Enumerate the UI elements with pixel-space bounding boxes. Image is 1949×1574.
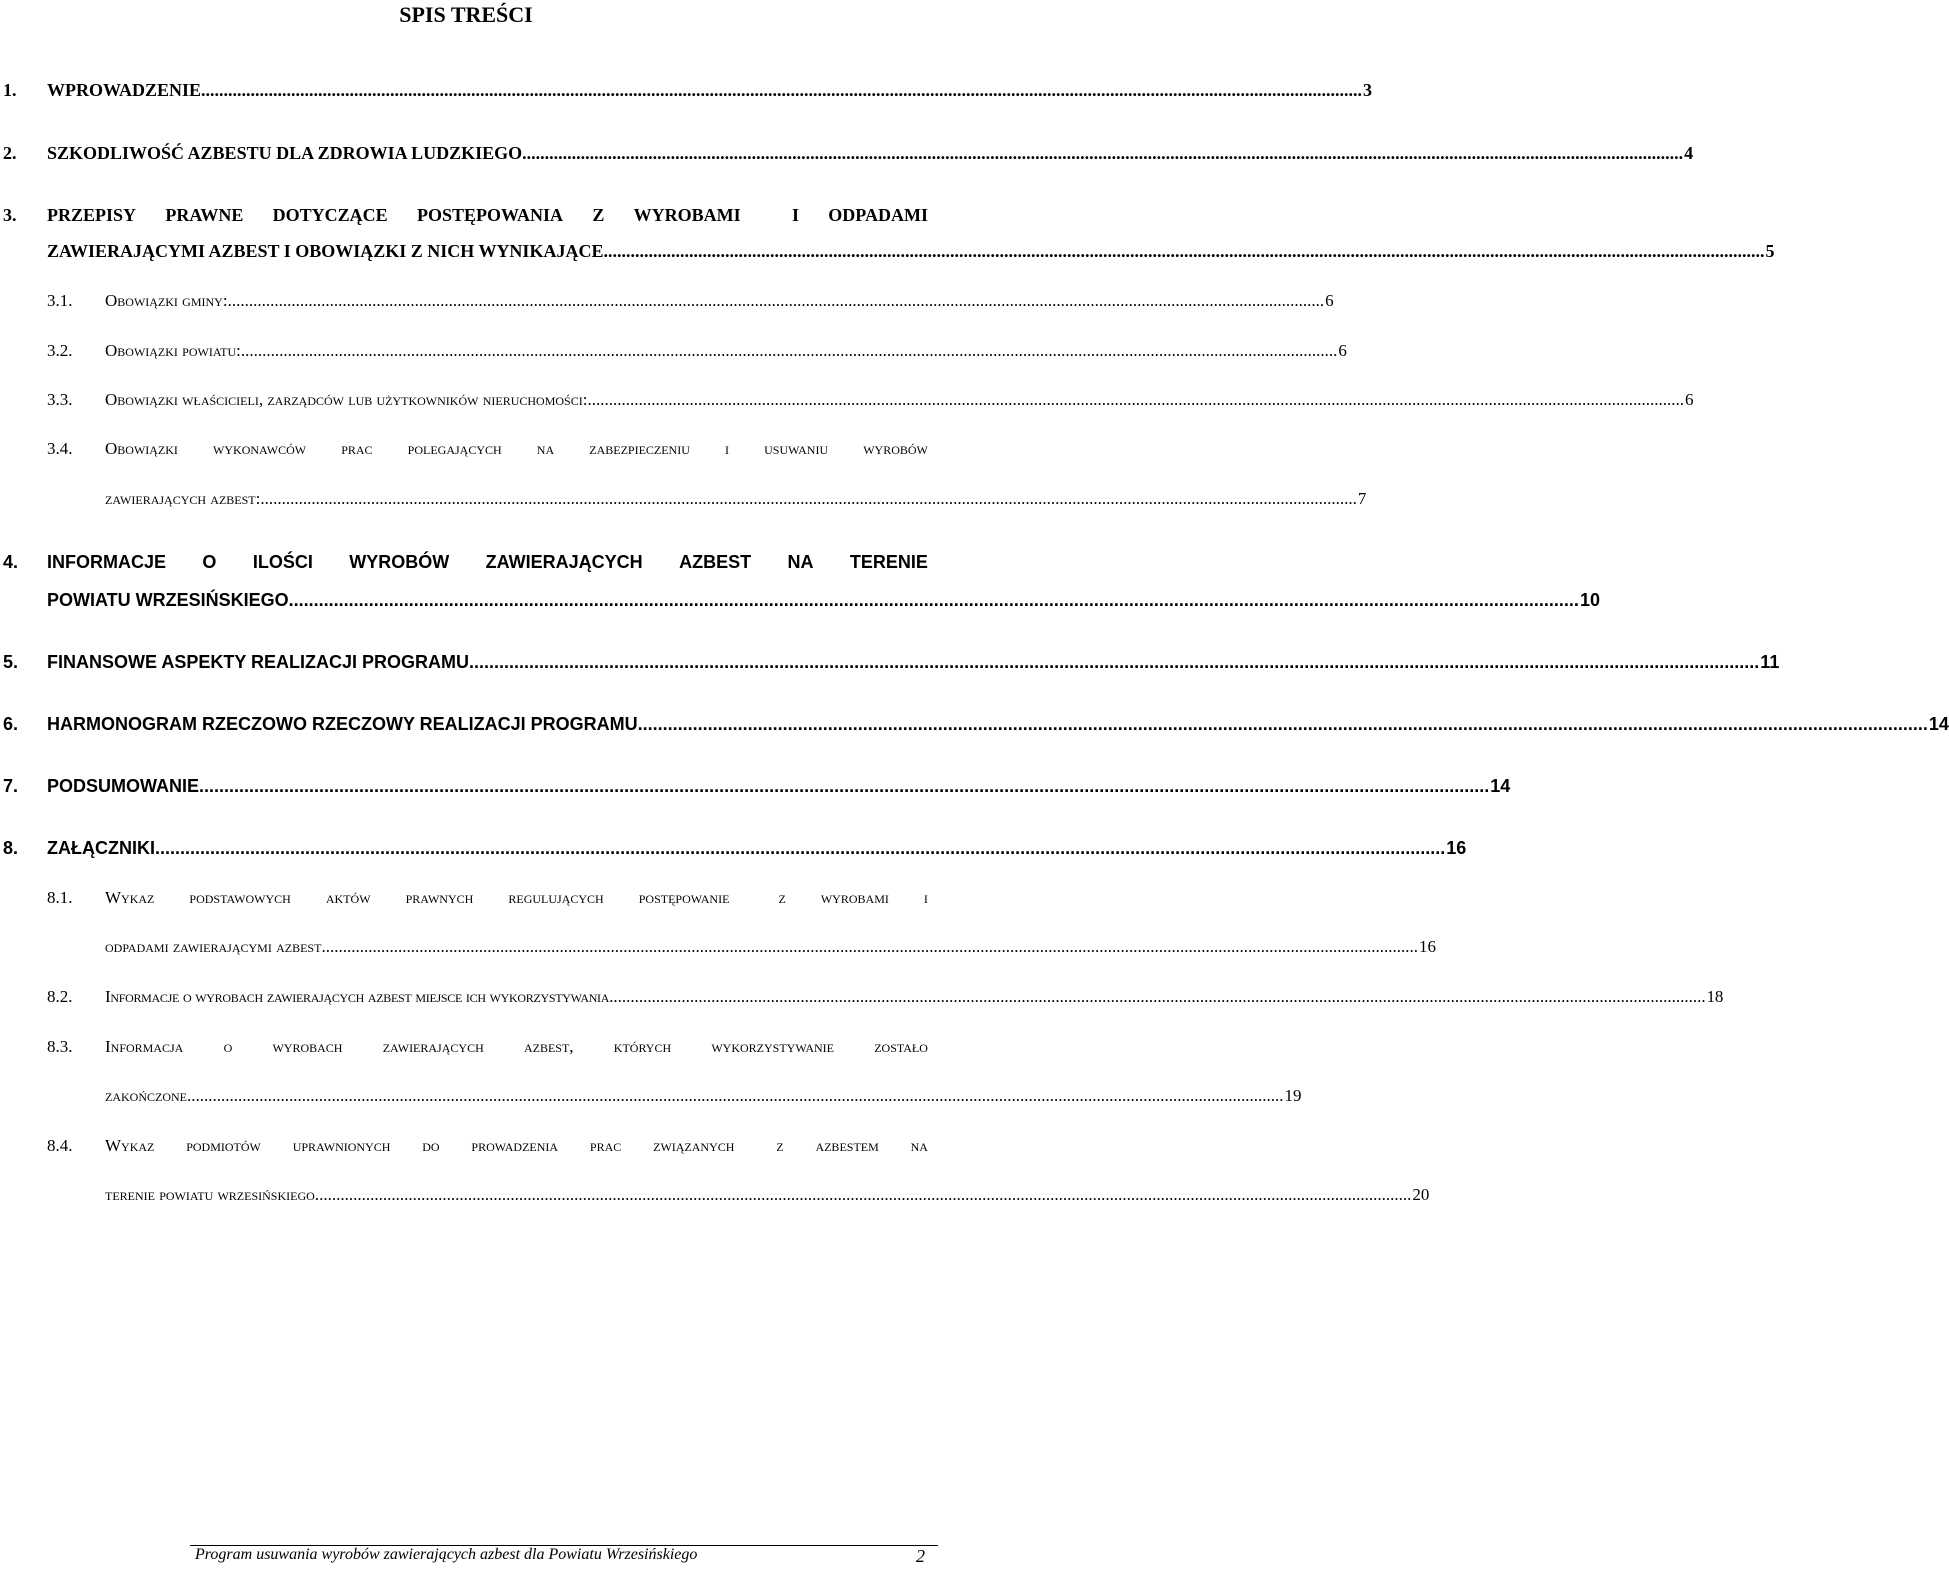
toc-title-line2: zawierających azbest: — [105, 489, 261, 508]
toc-number: 5. — [3, 652, 19, 672]
toc-word: zostało — [874, 1037, 928, 1056]
toc-title-line1 — [105, 436, 928, 462]
toc-word: związanych — [653, 1136, 735, 1155]
toc-word: i — [923, 888, 928, 907]
toc-number: 8.2. — [47, 987, 73, 1006]
toc-entry-3-1[interactable] — [0, 288, 1334, 314]
toc-word: zabezpieczeniu — [589, 439, 690, 458]
toc-word: wykorzystywanie — [711, 1037, 834, 1056]
toc-word: prowadzenia — [471, 1136, 559, 1155]
toc-title: FINANSOWE ASPEKTY REALIZACJI PROGRAMU — [47, 652, 470, 672]
toc-leader: .................................................................................................................................................................................................................................................................. — [260, 489, 1357, 508]
toc-entry-1[interactable] — [0, 77, 1373, 103]
toc-entry-8-1[interactable] — [0, 885, 956, 911]
toc-leader: .................................................................................................................................................................................................................................................................. — [154, 838, 1446, 858]
toc-leader: .................................................................................................................................................................................................................................................................. — [288, 590, 1579, 610]
toc-leader: .................................................................................................................................................................................................................................................................. — [609, 987, 1706, 1006]
toc-number: 4. — [3, 552, 19, 572]
toc-word: na — [910, 1136, 928, 1155]
toc-number: 3. — [3, 205, 17, 225]
toc-page: 14 — [1928, 714, 1949, 734]
toc-entry-3-3[interactable] — [0, 387, 1694, 413]
toc-title: Obowiązki gminy: — [105, 291, 228, 310]
toc-title-line1 — [105, 1133, 928, 1159]
toc-word: uprawnionych — [292, 1136, 391, 1155]
toc-word: wyrobów — [863, 439, 928, 458]
toc-number: 3.4. — [47, 439, 73, 458]
toc-word: DOTYCZĄCE — [272, 205, 388, 225]
toc-word: prawnych — [405, 888, 474, 907]
toc-word: O — [202, 552, 217, 572]
toc-leader: .................................................................................................................................................................................................................................................................. — [321, 937, 1418, 956]
toc-word: prac — [589, 1136, 622, 1155]
toc-number: 8.3. — [47, 1037, 73, 1056]
toc-title: Obowiązki właścicieli, zarządców lub użytkowników nieruchomości: — [105, 390, 588, 409]
toc-title-line1 — [47, 549, 928, 575]
toc-title: SZKODLIWOŚĆ AZBESTU DLA ZDROWIA LUDZKIEGO — [47, 143, 523, 163]
toc-entry-8-4-cont[interactable] — [0, 1182, 1430, 1208]
toc-entry-6[interactable] — [0, 711, 1949, 737]
toc-entry-2[interactable] — [0, 140, 1694, 166]
toc-word: do — [422, 1136, 440, 1155]
toc-word: ZAWIERAJĄCYCH — [485, 552, 643, 572]
toc-word: wykonawców — [213, 439, 307, 458]
toc-page: 7 — [1357, 489, 1367, 508]
toc-leader: .................................................................................................................................................................................................................................................................. — [637, 714, 1928, 734]
toc-word: Informacja — [105, 1037, 184, 1056]
toc-entry-8-4[interactable] — [0, 1133, 956, 1159]
toc-word: POSTĘPOWANIA — [416, 205, 564, 225]
toc-entry-8-3-cont[interactable] — [0, 1083, 1302, 1109]
toc-entry-4[interactable] — [0, 549, 956, 575]
toc-word: Wykaz — [105, 888, 155, 907]
toc-number: 3.3. — [47, 390, 73, 409]
toc-title-line2: terenie powiatu wrzesińskiego — [105, 1185, 315, 1204]
toc-number: 2. — [3, 143, 17, 163]
toc-entry-7[interactable] — [0, 773, 1511, 799]
toc-title: PODSUMOWANIE — [47, 776, 200, 796]
toc-word: na — [536, 439, 555, 458]
toc-title-line1 — [47, 202, 928, 228]
toc-title: Informacje o wyrobach zawierających azbest miejsce ich wykorzystywania — [105, 987, 610, 1006]
toc-word: których — [613, 1037, 672, 1056]
toc-word: Wykaz — [105, 1136, 155, 1155]
toc-leader: .................................................................................................................................................................................................................................................................. — [314, 1185, 1412, 1204]
toc-leader: .................................................................................................................................................................................................................................................................. — [587, 390, 1684, 409]
toc-word: WYROBAMI — [633, 205, 741, 225]
toc-number: 8. — [3, 838, 19, 858]
toc-number: 7. — [3, 776, 19, 796]
toc-title: HARMONOGRAM RZECZOWO RZECZOWY REALIZACJI PROGRAMU — [47, 714, 638, 734]
toc-title: ZAŁĄCZNIKI — [47, 838, 155, 858]
toc-word: Obowiązki — [105, 439, 178, 458]
toc-leader: .................................................................................................................................................................................................................................................................. — [199, 776, 1490, 796]
toc-word: INFORMACJE — [47, 552, 167, 572]
toc-word: ODPADAMI — [828, 205, 928, 225]
toc-word: AZBEST — [679, 552, 752, 572]
toc-page: 11 — [1760, 652, 1780, 672]
toc-word: PRAWNE — [165, 205, 244, 225]
toc-entry-8-2[interactable] — [0, 984, 1724, 1010]
toc-word: podmiotów — [186, 1136, 261, 1155]
toc-entry-3-2[interactable] — [0, 338, 1347, 364]
toc-word: Z — [592, 205, 605, 225]
toc-word: ILOŚCI — [252, 552, 313, 572]
toc-leader: .................................................................................................................................................................................................................................................................. — [240, 341, 1338, 360]
toc-page: 3 — [1363, 80, 1373, 100]
toc-word: PRZEPISY — [47, 205, 137, 225]
toc-entry-3-4[interactable] — [0, 436, 956, 462]
toc-word: polegających — [407, 439, 502, 458]
toc-title-line2: POWIATU WRZESIŃSKIEGO — [47, 590, 289, 610]
toc-page: 10 — [1579, 590, 1600, 610]
toc-word: podstawowych — [189, 888, 291, 907]
toc-word: WYROBÓW — [349, 552, 450, 572]
toc-page: 16 — [1446, 838, 1467, 858]
toc-word: z — [776, 1136, 784, 1155]
toc-page: 14 — [1490, 776, 1511, 796]
toc-title-line2: zakończone — [105, 1086, 187, 1105]
toc-entry-5[interactable] — [0, 649, 1780, 675]
toc-entry-4-cont[interactable] — [0, 587, 1600, 613]
toc-word: azbestem — [815, 1136, 879, 1155]
toc-title: WPROWADZENIE — [47, 80, 202, 100]
toc-title-line2: ZAWIERAJĄCYMI AZBEST I OBOWIĄZKI Z NICH WYNIKAJĄCE — [47, 241, 604, 261]
toc-page: 6 — [1684, 390, 1694, 409]
toc-page: 5 — [1765, 241, 1775, 261]
toc-word: wyrobach — [272, 1037, 343, 1056]
toc-word: usuwaniu — [764, 439, 829, 458]
toc-number: 8.1. — [47, 888, 73, 907]
toc-title-line1 — [105, 885, 928, 911]
toc-leader: .................................................................................................................................................................................................................................................................. — [469, 652, 1760, 672]
toc-word: i — [725, 439, 729, 458]
toc-entry-3-4-cont[interactable] — [0, 486, 1367, 512]
toc-leader: .................................................................................................................................................................................................................................................................. — [201, 80, 1363, 100]
toc-title-line1 — [105, 1034, 928, 1060]
toc-page: 6 — [1325, 291, 1334, 310]
toc-leader: .................................................................................................................................................................................................................................................................. — [187, 1086, 1284, 1105]
toc-entry-3-cont[interactable] — [0, 238, 1775, 264]
footer-text: Program usuwania wyrobów zawierających azbest dla Powiatu Wrzesińskiego — [195, 1546, 698, 1563]
toc-word: TERENIE — [849, 552, 928, 572]
toc-word: NA — [787, 552, 814, 572]
toc-word: regulujących — [508, 888, 604, 907]
toc-page: 6 — [1338, 341, 1347, 360]
toc-number: 8.4. — [47, 1136, 73, 1155]
toc-word: aktów — [325, 888, 371, 907]
toc-entry-8[interactable] — [0, 835, 1467, 861]
toc-word: prac — [341, 439, 373, 458]
toc-leader: .................................................................................................................................................................................................................................................................. — [227, 291, 1325, 310]
toc-number: 6. — [3, 714, 19, 734]
toc-leader: .................................................................................................................................................................................................................................................................. — [603, 241, 1765, 261]
footer-page-number: 2 — [916, 1546, 925, 1566]
toc-word: z — [778, 888, 786, 907]
toc-word: zawierających — [382, 1037, 484, 1056]
toc-title: Obowiązki powiatu: — [105, 341, 241, 360]
toc-page: 20 — [1412, 1185, 1430, 1204]
toc-entry-3[interactable] — [0, 202, 956, 228]
toc-number: 3.1. — [47, 291, 73, 310]
toc-word: o — [223, 1037, 233, 1056]
toc-number: 1. — [3, 80, 17, 100]
toc-title-line2: odpadami zawierającymi azbest — [105, 937, 322, 956]
toc-number: 3.2. — [47, 341, 73, 360]
toc-leader: .................................................................................................................................................................................................................................................................. — [522, 143, 1684, 163]
toc-page: 18 — [1706, 987, 1724, 1006]
toc-word: I — [791, 205, 799, 225]
toc-page: 4 — [1684, 143, 1694, 163]
toc-page: 19 — [1284, 1086, 1302, 1105]
page-title: SPIS TREŚCI — [399, 2, 533, 27]
toc-page: 16 — [1418, 937, 1436, 956]
toc-word: azbest, — [523, 1037, 574, 1056]
toc-entry-8-1-cont[interactable] — [0, 934, 1436, 960]
toc-entry-8-3[interactable] — [0, 1034, 956, 1060]
toc-word: postępowanie — [638, 888, 730, 907]
toc-word: wyrobami — [820, 888, 889, 907]
